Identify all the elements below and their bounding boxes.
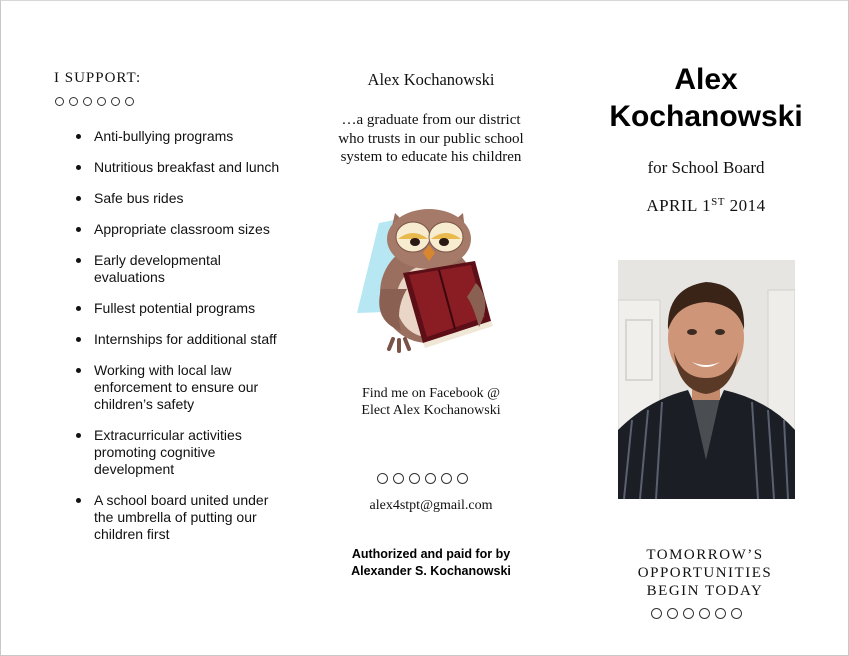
authorized-notice	[319, 546, 543, 580]
support-item: Fullest potential programs	[76, 300, 286, 317]
support-list	[76, 128, 286, 557]
circle-icon	[699, 608, 710, 619]
candidate-first-name: Alex	[674, 63, 738, 96]
facebook-info	[319, 386, 543, 419]
circle-icon	[683, 608, 694, 619]
facebook-line-2: Elect Alex Kochanowski	[361, 402, 501, 418]
support-item: Extracurricular activities promoting cognitive development	[76, 427, 286, 478]
circle-icon	[667, 608, 678, 619]
owl-pupil-right	[439, 238, 449, 246]
election-date	[581, 196, 831, 216]
circle-icon	[111, 97, 120, 106]
email-address: alex4stpt@gmail.com	[369, 498, 493, 513]
candidate-photo	[618, 260, 795, 499]
slogan-line-2: OPPORTUNITIES	[637, 565, 773, 581]
circle-icon	[715, 608, 726, 619]
slogan-line-1: TOMORROW’S	[646, 547, 764, 563]
support-item: Working with local law enforcement to ensure our children’s safety	[76, 362, 286, 413]
circle-icon	[441, 473, 452, 484]
support-item: Nutritious breakfast and lunch	[76, 159, 286, 176]
circle-divider-top-left	[55, 97, 134, 106]
slogan-line-3: BEGIN TODAY	[646, 583, 764, 599]
circle-icon	[409, 473, 420, 484]
support-item: Anti-bullying programs	[76, 128, 286, 145]
support-item: A school board united under the umbrella of putting our children first	[76, 492, 286, 543]
office-subtitle: for School Board	[647, 158, 765, 177]
circle-icon	[125, 97, 134, 106]
support-item: Appropriate classroom sizes	[76, 221, 286, 238]
owl-pupil-left	[410, 238, 420, 246]
authorized-line-1: Authorized and paid for by	[351, 547, 511, 561]
circle-divider-middle	[377, 473, 468, 484]
authorized-line-2: Alexander S. Kochanowski	[351, 564, 511, 578]
circle-icon	[731, 608, 742, 619]
circle-icon	[425, 473, 436, 484]
candidate-last-name: Kochanowski	[609, 100, 803, 133]
middle-candidate-name: Alex Kochanowski	[367, 70, 495, 89]
circle-icon	[457, 473, 468, 484]
circle-icon	[393, 473, 404, 484]
circle-icon	[83, 97, 92, 106]
date-suffix: ST	[711, 196, 725, 208]
circle-divider-right	[651, 608, 742, 619]
campaign-slogan	[601, 546, 809, 600]
owl-reading-book-icon	[351, 201, 506, 356]
date-year: 2014	[724, 196, 766, 215]
candidate-tagline: …a graduate from our district who trusts in our public school system to educate his children	[338, 112, 524, 165]
circle-icon	[55, 97, 64, 106]
support-item: Internships for additional staff	[76, 331, 286, 348]
circle-icon	[377, 473, 388, 484]
support-item: Safe bus rides	[76, 190, 286, 207]
candidate-name-title	[581, 61, 831, 135]
date-prefix: APRIL 1	[646, 196, 712, 215]
circle-icon	[651, 608, 662, 619]
facebook-line-1: Find me on Facebook @	[361, 386, 501, 401]
support-heading: I SUPPORT:	[54, 70, 142, 86]
candidate-portrait-illustration	[618, 260, 795, 499]
circle-icon	[69, 97, 78, 106]
owl-foot-left	[389, 339, 409, 351]
support-item: Early developmental evaluations	[76, 252, 286, 286]
circle-icon	[97, 97, 106, 106]
